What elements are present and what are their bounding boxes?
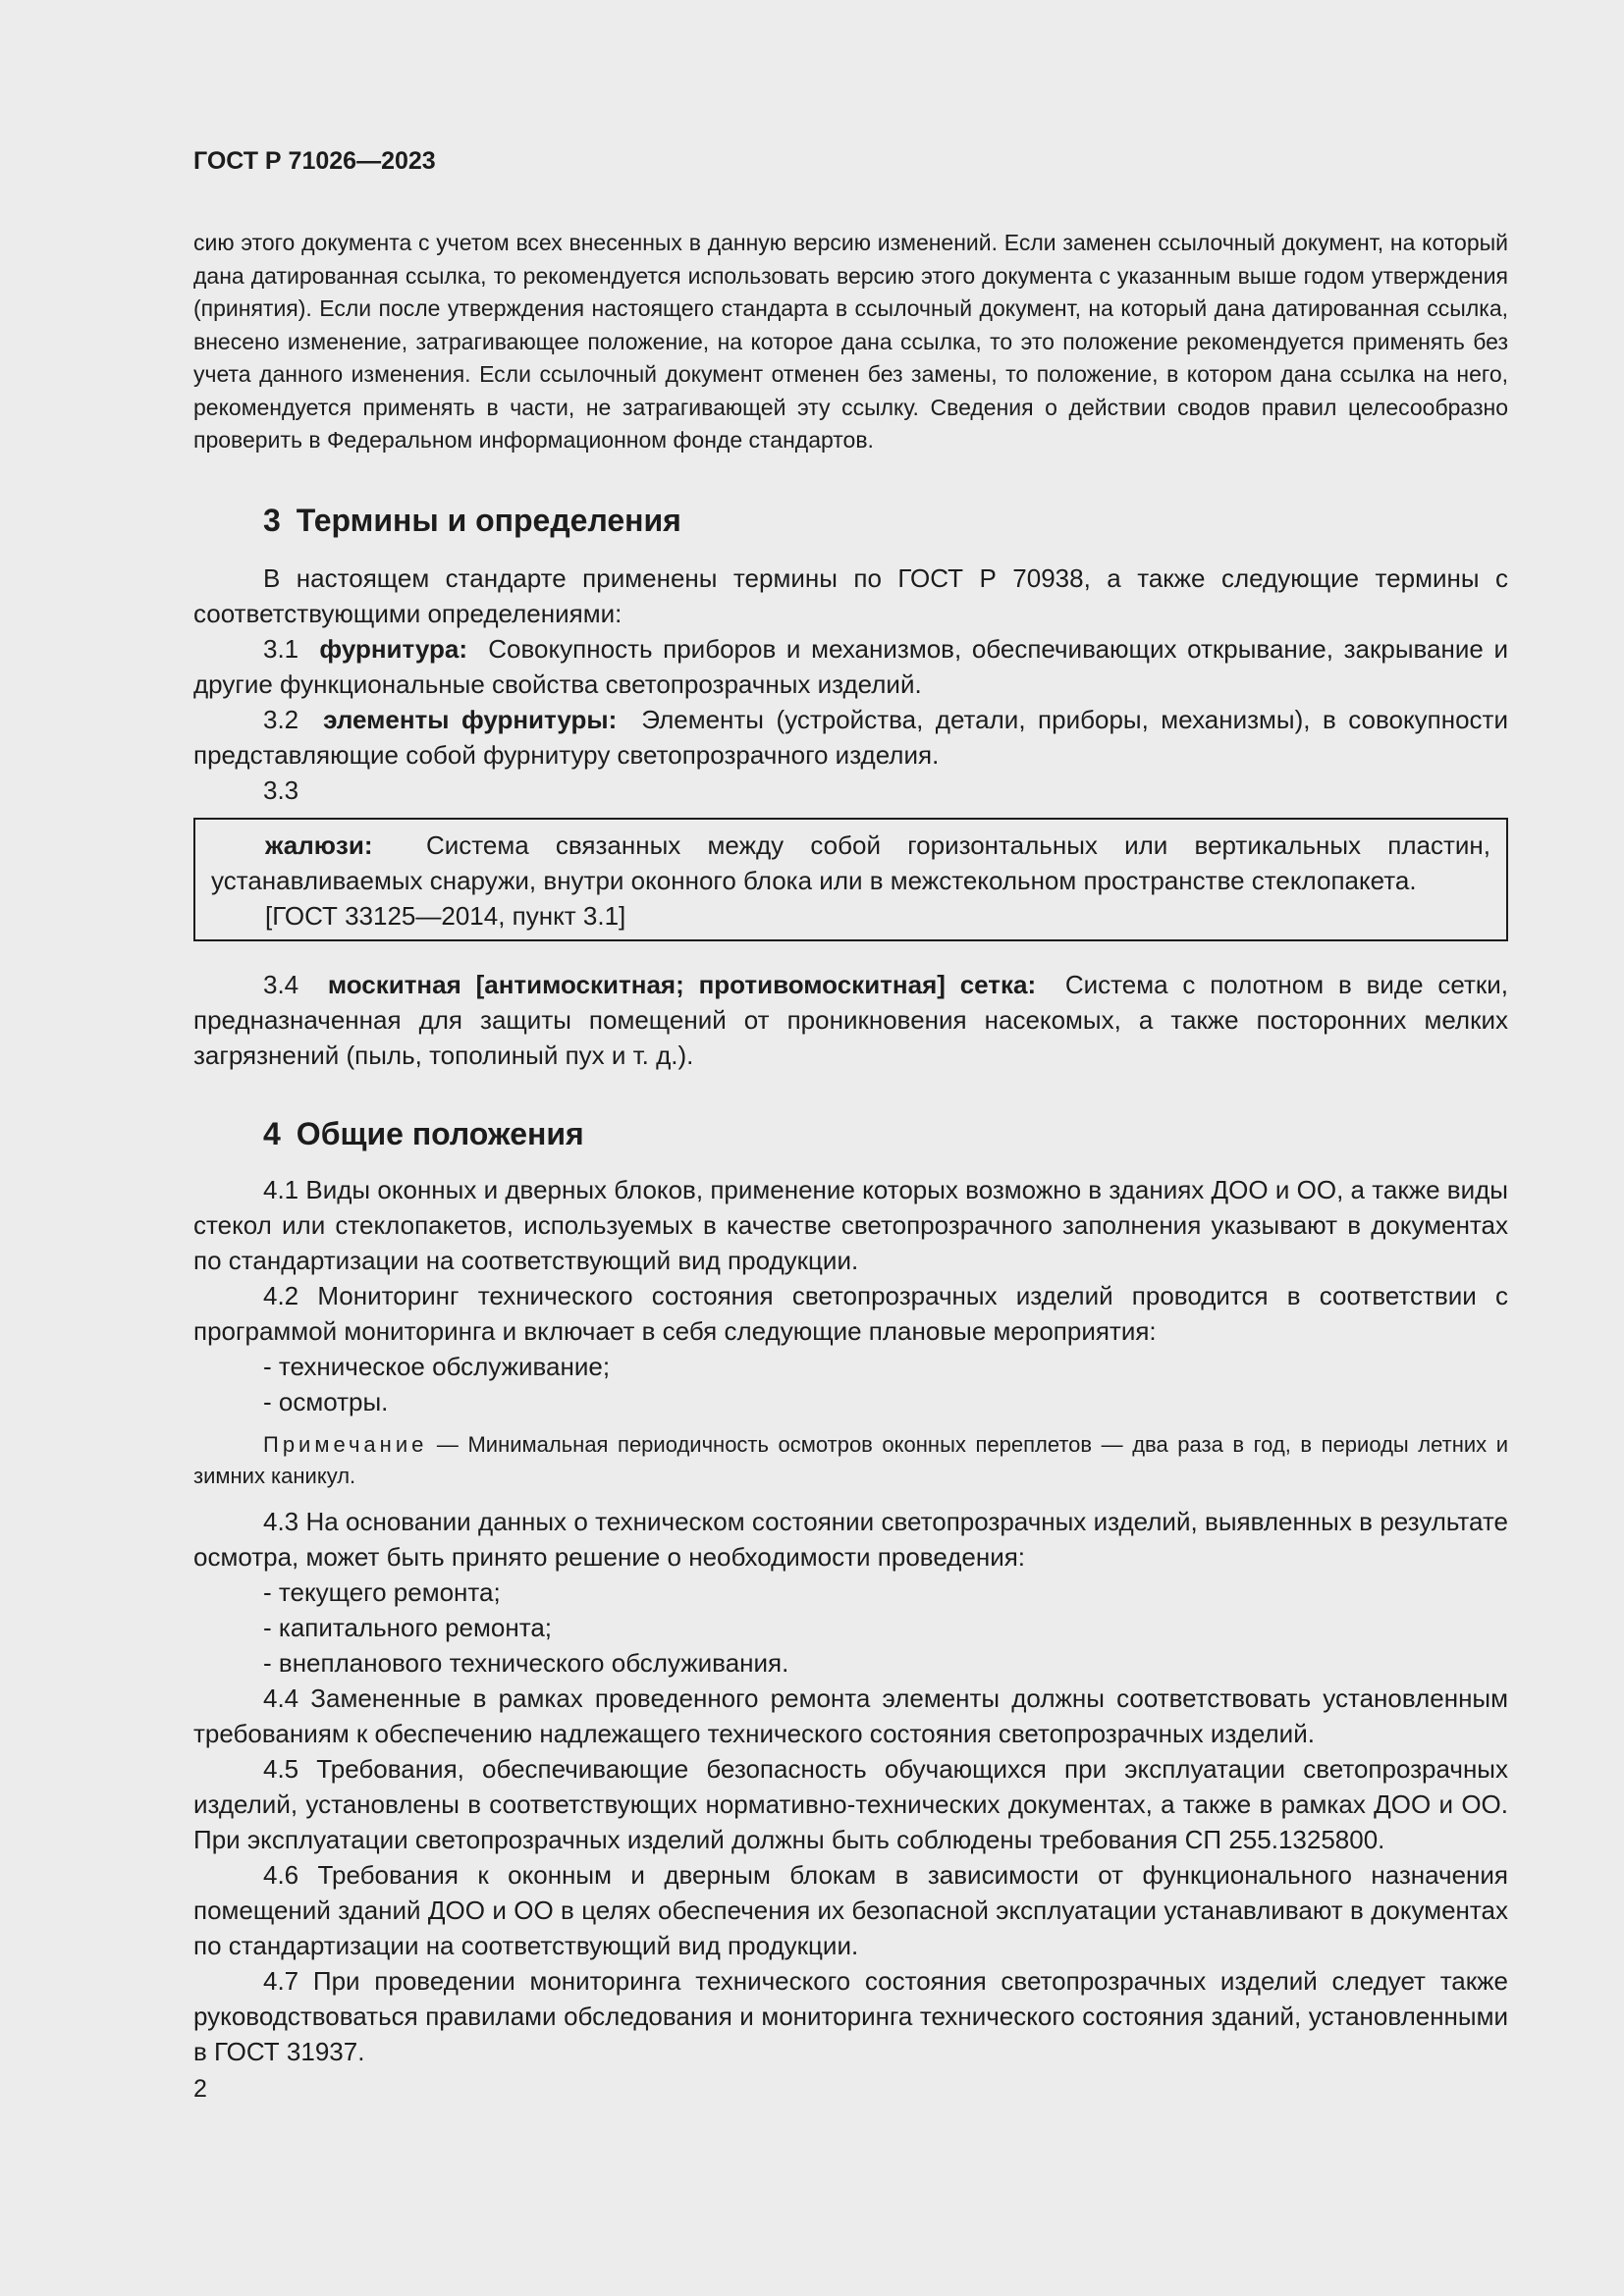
- term-3-4: [193, 967, 1508, 1073]
- term-3-3-number: 3.3: [263, 774, 299, 805]
- clause-4-1: 4.1 Виды оконных и дверных блоков, применение которых возможно в зданиях ДОО и ОО, а также виды стекол или стеклопакетов, используемых в качестве светопрозрачного заполнения указывают в документах по стандартизации на соответствующий вид продукции.: [193, 1174, 1508, 1275]
- term-3-3: [211, 828, 1490, 898]
- term-3-3-box: [193, 818, 1508, 941]
- clause-4-6: 4.6 Требования к оконным и дверным блокам в зависимости от функционального назначения помещений зданий ДОО и ОО в целях обеспечения их безопасной эксплуатации устанавливают в документах по стандартизации на соответствующий вид продукции.: [193, 1859, 1508, 1960]
- term-name: элементы фурнитуры:: [323, 704, 618, 734]
- section-4-heading: [193, 1116, 1508, 1152]
- term-number: 3.1: [263, 633, 299, 664]
- list-item: - текущего ремонта;: [263, 1576, 501, 1607]
- note-paragraph: [193, 1429, 1508, 1492]
- term-definition: Совокупность приборов и механизмов, обеспечивающих открывание, закрывание и другие функциональные свойства светопрозрачных изделий.: [193, 633, 1508, 699]
- note-label: Примечание: [263, 1431, 428, 1457]
- term-name: фурнитура:: [319, 633, 468, 664]
- list-item: - внепланового технического обслуживания.: [263, 1647, 789, 1678]
- list-item: - капитального ремонта;: [263, 1612, 553, 1642]
- section-3-lead: В настоящем стандарте применены термины по ГОСТ Р 70938, а также следующие термины с соответствующими определениями:: [193, 562, 1508, 628]
- term-number: 3.2: [263, 704, 299, 734]
- clause-4-7: 4.7 При проведении мониторинга технического состояния светопрозрачных изделий следует также руководствоваться правилами обследования и мониторинга технического состояния зданий, установленными в ГОСТ 31937.: [193, 1965, 1508, 2066]
- term-definition: Элементы (устройства, детали, приборы, механизмы), в совокупности представляющие собой фурнитуру светопрозрачного изделия.: [193, 704, 1508, 770]
- clause-4-5: 4.5 Требования, обеспечивающие безопасность обучающихся при эксплуатации светопрозрачных изделий, установлены в соответствующих нормативно-технических документах, а также в рамках ДОО и ОО. При эксплуатации светопрозрачных изделий должны быть соблюдены требования СП 255.1325800.: [193, 1753, 1508, 1854]
- term-3-2: [193, 702, 1508, 773]
- section-4-title: Общие положения: [296, 1115, 584, 1151]
- document-header: ГОСТ Р 71026—2023: [193, 147, 436, 175]
- document-page: [193, 147, 1508, 2104]
- list-item: - техническое обслуживание;: [263, 1351, 611, 1381]
- section-3-number: 3: [263, 502, 281, 538]
- intro-paragraph: сию этого документа с учетом всех внесенных в данную версию изменений. Если заменен ссылочный документ, на который дана датированная ссылка, то рекомендуется использовать версию этого документа с указанным выше годом утверждения (принятия). Если после утверждения настоящего стандарта в ссылочный документ, на который дана датированная ссылка, внесено изменение, затрагивающее положение, на которое дана ссылка, то это положение рекомендуется применять без учета данного изменения. Если ссылочный документ отменен без замены, то положение, в котором дана ссылка на него, рекомендуется применять в части, не затрагивающей эту ссылку. Сведения о действии сводов правил целесообразно проверить в Федеральном информационном фонде стандартов.: [193, 230, 1508, 453]
- section-3-title: Термины и определения: [296, 502, 681, 538]
- term-number: 3.4: [263, 969, 299, 999]
- term-definition: Система с полотном в виде сетки, предназначенная для защиты помещений от проникновения насекомых, а также посторонних мелких загрязнений (пыль, тополиный пух и т. д.).: [193, 969, 1508, 1070]
- clause-4-3: 4.3 На основании данных о техническом состоянии светопрозрачных изделий, выявленных в результате осмотра, может быть принято решение о необходимости проведения:: [193, 1506, 1508, 1572]
- section-3-heading: [193, 503, 1508, 539]
- term-name: москитная [антимоскитная; противомоскитная] сетка:: [327, 969, 1037, 999]
- term-3-1: [193, 631, 1508, 702]
- section-4-number: 4: [263, 1115, 281, 1151]
- clause-4-2: 4.2 Мониторинг технического состояния светопрозрачных изделий проводится в соответствии с программой мониторинга и включает в себя следующие плановые мероприятия:: [193, 1280, 1508, 1346]
- page-number: 2: [193, 2074, 207, 2103]
- note-text: — Минимальная периодичность осмотров оконных переплетов — два раза в год, в периоды летних и зимних каникул.: [193, 1431, 1508, 1488]
- term-definition: Система связанных между собой горизонтальных или вертикальных пластин, устанавливаемых снаружи, внутри оконного блока или в межстекольном пространстве стеклопакета.: [211, 829, 1490, 895]
- list-item: - осмотры.: [263, 1386, 389, 1416]
- term-name: жалюзи:: [265, 829, 373, 860]
- clause-4-4: 4.4 Замененные в рамках проведенного ремонта элементы должны соответствовать установленным требованиям к обеспечению надлежащего технического состояния светопрозрачных изделий.: [193, 1682, 1508, 1748]
- term-3-3-source: [ГОСТ 33125—2014, пункт 3.1]: [265, 900, 626, 931]
